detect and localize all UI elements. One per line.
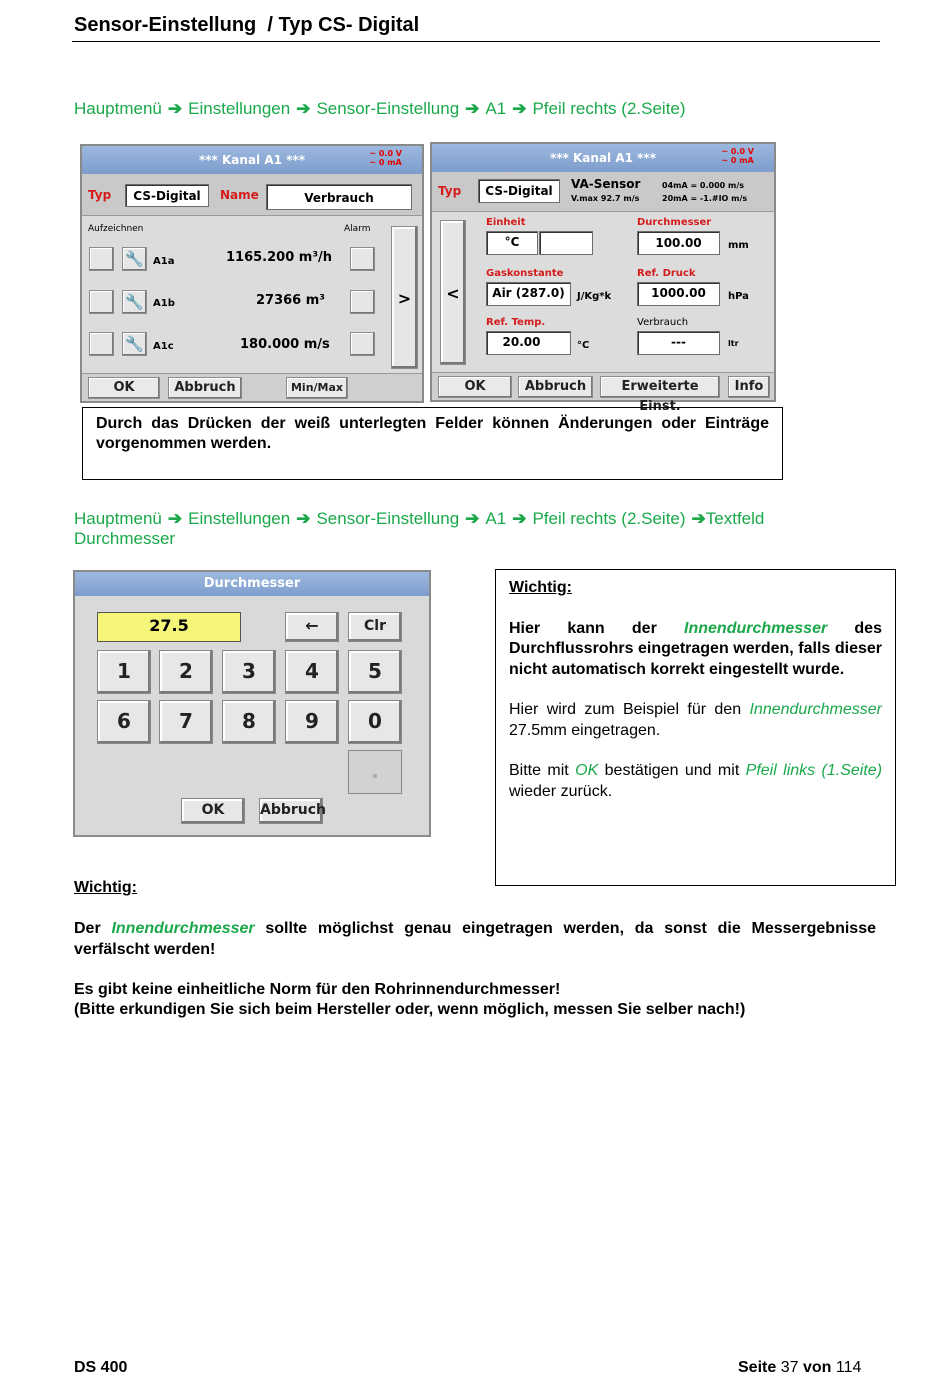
alarm-checkbox-a1c[interactable] <box>350 332 375 356</box>
status-voltage: ~ 0.0 V <box>369 149 402 158</box>
verbrauch-value: --- <box>671 335 686 349</box>
breadcrumb <box>74 509 764 529</box>
breadcrumb-item: Pfeil rechts (2.Seite) <box>532 99 686 118</box>
breadcrumb-item: Sensor-Einstellung <box>316 99 460 118</box>
important-heading: Wichtig: <box>509 579 572 596</box>
ref-druck-label: Ref. Druck <box>637 268 696 279</box>
arrow-right-icon: ➔ <box>691 509 706 528</box>
record-checkbox-a1a[interactable] <box>89 247 114 271</box>
text: des Durchflussrohrs eingetragen werden, falls dieser nicht automatisch korrekt eingestellt wurde. <box>509 619 882 678</box>
name-field[interactable] <box>266 184 412 210</box>
important-heading: Wichtig: <box>74 879 137 896</box>
durchmesser-label: Durchmesser <box>637 217 712 228</box>
info-button[interactable]: Info <box>728 376 770 398</box>
ref-temp-field[interactable] <box>486 331 571 355</box>
norm-paragraph: Es gibt keine einheitliche Norm für den Rohrinnendurchmesser! <box>74 981 561 998</box>
breadcrumb-item: Hauptmenü <box>74 509 162 528</box>
arrow-right-icon: ➔ <box>465 509 480 528</box>
button-bar <box>82 373 422 401</box>
sensor-name: VA-Sensor <box>571 177 641 191</box>
keypad-title: Durchmesser <box>203 576 301 591</box>
text: 27.5mm eingetragen. <box>509 721 661 739</box>
text: Bitte mit <box>509 762 569 779</box>
breadcrumb-item: Einstellungen <box>188 99 291 118</box>
key-8[interactable]: 8 <box>222 700 276 744</box>
keypad-screen <box>73 570 431 837</box>
breadcrumb-item: Durchmesser <box>74 529 176 548</box>
alarm-label: Alarm <box>344 224 371 234</box>
emphasis-text: Pfeil links (1.Seite) <box>745 762 883 779</box>
channel-value: 27366 m³ <box>256 293 325 308</box>
breadcrumb-item: A1 <box>485 509 507 528</box>
range-4ma: 04mA = 0.000 m/s <box>662 181 745 190</box>
key-1[interactable]: 1 <box>97 650 151 694</box>
emphasis-text: Innendurchmesser <box>111 920 255 937</box>
breadcrumb-item: Hauptmenü <box>74 99 162 118</box>
text: Hier kann der <box>509 619 657 637</box>
key-0[interactable]: 0 <box>348 700 402 744</box>
verbrauch-label: Verbrauch <box>637 317 689 328</box>
arrow-right-icon: ➔ <box>512 509 527 528</box>
ref-temp-label: Ref. Temp. <box>486 317 546 328</box>
typ-field[interactable] <box>125 184 209 207</box>
typ-value: CS-Digital <box>485 184 553 198</box>
ref-druck-value: 1000.00 <box>651 286 706 300</box>
screen-header <box>432 144 774 172</box>
einheit-field[interactable] <box>486 231 538 255</box>
min-max-button[interactable]: Min/Max <box>286 377 348 399</box>
screen-title: *** Kanal A1 *** <box>550 151 656 165</box>
text: Hier wird zum Beispiel für den <box>509 701 742 718</box>
name-value: Verbrauch <box>304 191 374 205</box>
verbrauch-field[interactable] <box>637 331 720 355</box>
footer-product: DS 400 <box>74 1359 128 1376</box>
example-paragraph <box>509 700 882 741</box>
arrow-right-icon: ➔ <box>296 509 311 528</box>
einheit-label: Einheit <box>486 217 526 228</box>
arrow-right-icon: ➔ <box>167 99 183 118</box>
range-20ma: 20mA = -1.#IO m/s <box>662 194 748 203</box>
arrow-right-icon: ➔ <box>167 509 183 528</box>
channel-id: A1c <box>153 341 174 352</box>
channel-id: A1a <box>153 256 175 267</box>
text: bestätigen und mit <box>604 762 740 779</box>
typ-field[interactable] <box>478 179 560 203</box>
breadcrumb <box>74 99 686 119</box>
text: wieder zurück. <box>509 782 613 800</box>
channel-screen-page2 <box>430 142 776 414</box>
gaskonstante-field[interactable] <box>486 282 571 306</box>
key-3[interactable]: 3 <box>222 650 276 694</box>
emphasis-text: Innendurchmesser <box>684 619 828 637</box>
clear-button[interactable]: Clr <box>348 612 402 642</box>
manufacturer-paragraph: (Bitte erkundigen Sie sich beim Hersteller oder, wenn möglich, messen Sie selber nach!) <box>74 1001 746 1018</box>
status-current: ~ 0 mA <box>369 158 402 167</box>
page-title: Sensor-Einstellung / Typ CS- Digital <box>74 14 420 36</box>
typ-label: Typ <box>438 184 462 198</box>
alarm-checkbox-a1b[interactable] <box>350 290 375 314</box>
backspace-button[interactable]: ← <box>285 612 339 642</box>
page-total: 114 <box>835 1359 862 1376</box>
screen-header <box>82 146 422 174</box>
cancel-button[interactable]: Abbruch <box>518 376 593 398</box>
alarm-checkbox-a1a[interactable] <box>350 247 375 271</box>
channel-id: A1b <box>153 298 175 309</box>
typ-label: Typ <box>88 188 112 202</box>
record-checkbox-a1b[interactable] <box>89 290 114 314</box>
diameter-input[interactable]: 27.5 <box>97 612 241 642</box>
einheit-value: °C <box>504 235 520 249</box>
arrow-right-icon: ➔ <box>296 99 311 118</box>
verbrauch-unit: ltr <box>728 339 739 348</box>
aufzeichnen-label: Aufzeichnen <box>88 224 144 234</box>
text: sollte möglichst genau eingetragen werden, da sonst die Messergebnisse verfälscht werden! <box>74 920 876 958</box>
emphasis-text: Innendurchmesser <box>749 701 882 718</box>
button-bar <box>432 372 774 414</box>
title-divider <box>72 41 880 42</box>
keypad-header <box>75 572 429 596</box>
confirm-paragraph <box>509 761 882 802</box>
channel-value: 1165.200 m³/h <box>226 250 333 265</box>
gaskonstante-unit: J/Kg*k <box>577 291 612 302</box>
typ-value: CS-Digital <box>133 189 201 203</box>
durchmesser-value: 100.00 <box>655 236 702 250</box>
status-readout <box>369 149 402 167</box>
key-6[interactable]: 6 <box>97 700 151 744</box>
key-9[interactable]: 9 <box>285 700 339 744</box>
important-paragraph <box>74 919 876 960</box>
ref-druck-field[interactable] <box>637 282 720 306</box>
key-7[interactable]: 7 <box>159 700 213 744</box>
breadcrumb-item: Sensor-Einstellung <box>316 509 460 528</box>
ok-button[interactable]: OK <box>181 798 245 824</box>
page-label: Seite <box>738 1359 777 1376</box>
footer-page-number <box>738 1359 861 1377</box>
status-voltage: ~ 0.0 V <box>721 147 754 156</box>
einheit-field-blank[interactable] <box>539 231 593 255</box>
channel-screen-page1 <box>80 144 424 403</box>
important-paragraph <box>509 619 882 681</box>
screen-title: *** Kanal A1 *** <box>199 153 305 167</box>
breadcrumb-item: Textfeld <box>705 509 765 528</box>
wrench-icon[interactable]: 🔧 <box>122 247 147 271</box>
cancel-button[interactable]: Abbruch <box>259 798 323 824</box>
ref-temp-unit: °C <box>577 340 590 351</box>
breadcrumb-item: Pfeil rechts (2.Seite) <box>532 509 686 528</box>
note-box: Durch das Drücken der weiß unterlegten Felder können Änderungen oder Einträge vorgenommen werden. <box>82 407 783 480</box>
ref-temp-value: 20.00 <box>502 335 541 349</box>
wrench-icon[interactable]: 🔧 <box>122 290 147 314</box>
name-label: Name <box>220 188 259 202</box>
wrench-icon[interactable]: 🔧 <box>122 332 147 356</box>
ok-button[interactable]: OK <box>438 376 512 398</box>
page-of-label: von <box>802 1359 832 1376</box>
cancel-button[interactable]: Abbruch <box>168 377 242 399</box>
key-dot[interactable]: . <box>348 750 402 794</box>
ref-druck-unit: hPa <box>728 291 749 302</box>
advanced-settings-button[interactable]: Erweiterte Einst. <box>600 376 720 398</box>
page-current: 37 <box>780 1359 799 1376</box>
breadcrumb-item: A1 <box>485 99 507 118</box>
record-checkbox-a1c[interactable] <box>89 332 114 356</box>
important-box <box>495 569 896 886</box>
status-readout <box>721 147 754 165</box>
ok-button[interactable]: OK <box>88 377 160 399</box>
prev-page-button[interactable]: < <box>440 220 466 365</box>
breadcrumb-item: Einstellungen <box>188 509 291 528</box>
durchmesser-field[interactable] <box>637 231 720 255</box>
sensor-vmax: V.max 92.7 m/s <box>571 194 640 203</box>
arrow-right-icon: ➔ <box>512 99 527 118</box>
gaskonstante-label: Gaskonstante <box>486 268 564 279</box>
durchmesser-unit: mm <box>728 240 749 251</box>
text: Der <box>74 920 101 937</box>
key-5[interactable]: 5 <box>348 650 402 694</box>
status-current: ~ 0 mA <box>721 156 754 165</box>
emphasis-text: OK <box>575 762 599 779</box>
next-page-button[interactable]: > <box>391 226 418 369</box>
arrow-right-icon: ➔ <box>465 99 480 118</box>
channel-value: 180.000 m/s <box>240 337 330 352</box>
key-4[interactable]: 4 <box>285 650 339 694</box>
gaskonstante-value: Air (287.0) <box>492 286 565 300</box>
key-2[interactable]: 2 <box>159 650 213 694</box>
